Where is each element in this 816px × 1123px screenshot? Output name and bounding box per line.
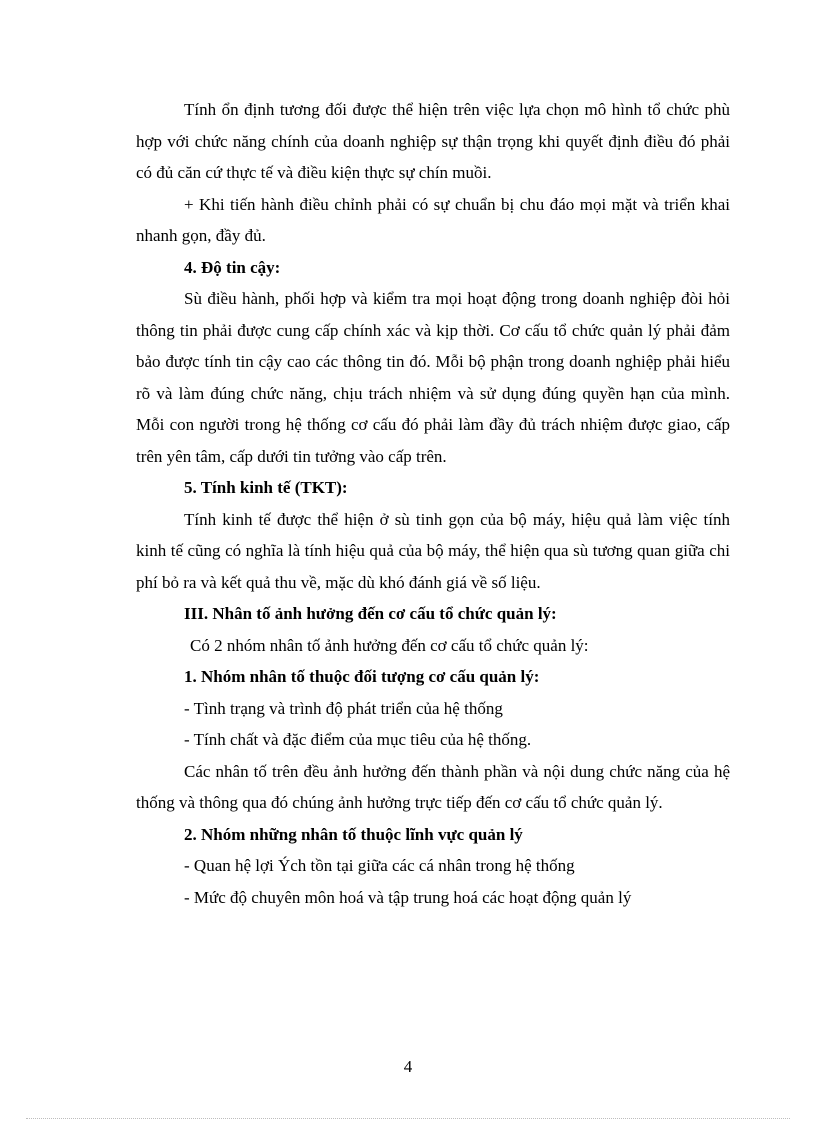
list-item-objective-traits: - Tính chất và đặc điểm của mục tiêu của hệ thống. — [184, 730, 532, 749]
heading-reliability: 4. Độ tin cậy: — [184, 257, 281, 277]
heading-group-2: 2. Nhóm những nhân tố thuộc lĩnh vực quản lý — [184, 824, 523, 844]
paragraph-reliability: Sù điều hành, phối hợp và kiểm tra mọi hoạt động trong doanh nghiệp đòi hỏi thông tin phải được cung cấp chính xác và kịp thời. Cơ cấu tổ chức quản lý phải đảm bảo được tính tin cậy cao các thông tin đó. Mỗi bộ phận trong doanh nghiệp phải hiểu rõ và làm đúng chức năng, chịu trách nhiệm và sử dụng đúng quyền hạn của mình. Mỗi con người trong hệ thống cơ cấu đó phải làm đầy đủ trách nhiệm được giao, cấp trên yên tâm, cấp dưới tin tưởng vào cấp trên. — [136, 289, 730, 466]
paragraph-stability: Tính ổn định tương đối được thể hiện trên việc lựa chọn mô hình tổ chức phù hợp với chức năng chính của doanh nghiệp sự thận trọng khi quyết định điều đó phải có đủ căn cứ thực tế và điều kiện thực sự chín muồi. — [136, 100, 730, 182]
paragraph-factor-groups: Có 2 nhóm nhân tố ảnh hưởng đến cơ cấu tổ chức quản lý: — [190, 635, 589, 655]
heading-section-3: III. Nhân tố ảnh hưởng đến cơ cấu tổ chức quản lý: — [184, 604, 557, 623]
list-item-system-state: - Tình trạng và trình độ phát triển của hệ thống — [184, 698, 503, 718]
paragraph-factors-effect: Các nhân tố trên đều ảnh hưởng đến thành phần và nội dung chức năng của hệ thống và thông qua đó chúng ảnh hưởng trực tiếp đến cơ cấu tổ chức quản lý. — [136, 761, 730, 812]
heading-economy: 5. Tính kinh tế (TKT): — [184, 478, 348, 497]
paragraph-economy: Tính kinh tế được thể hiện ở sù tinh gọn của bộ máy, hiệu quả làm việc tính kinh tế cũng có nghĩa là tính hiệu quả của bộ máy, thể hiện qua sù tương quan giữa chi phí bỏ ra và kết quả thu về, mặc dù khó đánh giá về số liệu. — [136, 509, 730, 592]
page-body — [136, 94, 730, 913]
page-number: 4 — [403, 1057, 413, 1076]
heading-group-1: 1. Nhóm nhân tố thuộc đối tượng cơ cấu quản lý: — [184, 667, 540, 686]
paragraph-adjustment: + Khi tiến hành điều chỉnh phải có sự chuẩn bị chu đáo mọi mặt và triển khai nhanh gọn, đầy đủ. — [136, 194, 730, 245]
page-bottom-divider — [26, 1118, 790, 1119]
list-item-specialization: - Mức độ chuyên môn hoá và tập trung hoá các hoạt động quản lý — [184, 887, 632, 907]
list-item-interest-relations: - Quan hệ lợi Ých tồn tại giữa các cá nhân trong hệ thống — [184, 856, 575, 875]
